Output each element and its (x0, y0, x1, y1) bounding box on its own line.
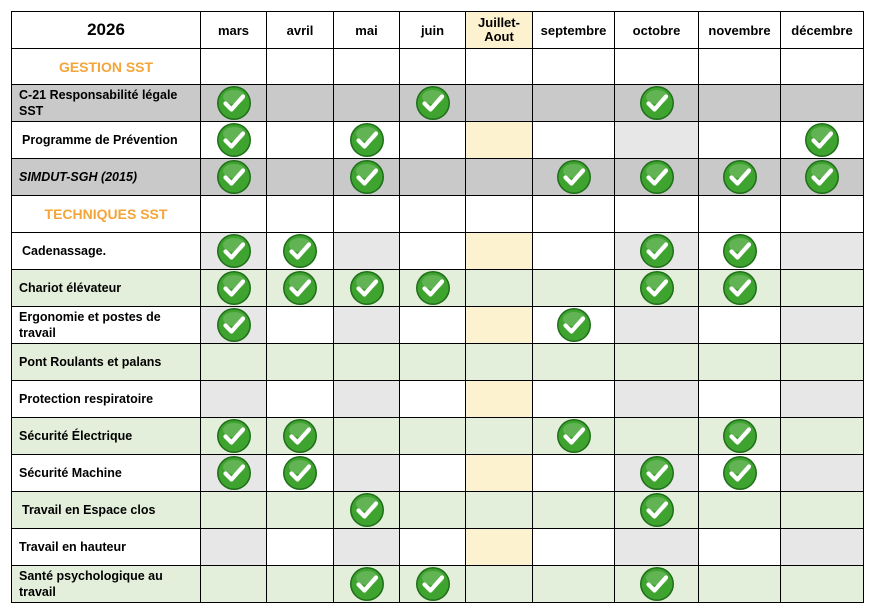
schedule-cell (400, 344, 466, 381)
schedule-cell (533, 196, 615, 233)
schedule-cell (533, 381, 615, 418)
training-row (12, 418, 864, 455)
schedule-cell (201, 381, 267, 418)
schedule-cell (267, 344, 334, 381)
schedule-cell (267, 122, 334, 159)
schedule-cell (781, 418, 864, 455)
schedule-cell (615, 196, 699, 233)
schedule-cell (781, 344, 864, 381)
check-circle-icon (282, 233, 318, 269)
section-row (12, 196, 864, 233)
schedule-cell (699, 196, 781, 233)
check-circle-icon (282, 270, 318, 306)
schedule-cell (400, 233, 466, 270)
training-row (12, 270, 864, 307)
schedule-cell (533, 566, 615, 603)
schedule-cell (699, 566, 781, 603)
schedule-cell (615, 270, 699, 307)
check-circle-icon (282, 418, 318, 454)
schedule-cell (615, 307, 699, 344)
schedule-cell (466, 233, 533, 270)
schedule-cell (781, 159, 864, 196)
training-label: Sécurité Électrique (12, 418, 201, 455)
training-label: Travail en Espace clos (12, 492, 201, 529)
schedule-cell (466, 418, 533, 455)
schedule-cell (466, 344, 533, 381)
schedule-cell (267, 529, 334, 566)
schedule-cell (466, 270, 533, 307)
schedule-cell (781, 307, 864, 344)
schedule-cell (334, 418, 400, 455)
schedule-cell (615, 49, 699, 85)
section-title: GESTION SST (12, 49, 201, 85)
schedule-cell (267, 270, 334, 307)
check-circle-icon (556, 307, 592, 343)
schedule-cell (699, 529, 781, 566)
schedule-cell (466, 122, 533, 159)
schedule-cell (699, 85, 781, 122)
training-label: Pont Roulants et palans (12, 344, 201, 381)
schedule-cell (267, 381, 334, 418)
juillet-aout-label: Juillet- Aout (478, 15, 520, 44)
schedule-cell (615, 381, 699, 418)
schedule-cell (334, 492, 400, 529)
schedule-cell (267, 492, 334, 529)
check-circle-icon (722, 418, 758, 454)
training-row (12, 492, 864, 529)
schedule-cell (334, 49, 400, 85)
schedule-cell (615, 529, 699, 566)
training-row (12, 233, 864, 270)
schedule-cell (334, 307, 400, 344)
check-circle-icon (804, 122, 840, 158)
training-label: Cadenassage. (12, 233, 201, 270)
schedule-cell (267, 418, 334, 455)
schedule-cell (201, 85, 267, 122)
check-circle-icon (216, 307, 252, 343)
schedule-cell (400, 529, 466, 566)
schedule-cell (201, 196, 267, 233)
schedule-cell (201, 529, 267, 566)
schedule-cell (400, 381, 466, 418)
training-label: Chariot élévateur (12, 270, 201, 307)
check-circle-icon (722, 159, 758, 195)
schedule-cell (615, 455, 699, 492)
schedule-cell (615, 85, 699, 122)
schedule-cell (781, 49, 864, 85)
check-circle-icon (415, 566, 451, 602)
schedule-cell (201, 233, 267, 270)
schedule-cell (334, 85, 400, 122)
schedule-cell (400, 418, 466, 455)
schedule-cell (267, 49, 334, 85)
schedule-cell (615, 344, 699, 381)
check-circle-icon (722, 455, 758, 491)
month-header-novembre: novembre (699, 12, 781, 49)
check-circle-icon (639, 566, 675, 602)
month-header-juillet-aout (466, 12, 533, 49)
table-body (12, 49, 864, 603)
check-circle-icon (639, 492, 675, 528)
check-circle-icon (349, 566, 385, 602)
header-row (12, 12, 864, 49)
training-label: SIMDUT-SGH (2015) (12, 159, 201, 196)
schedule-cell (334, 455, 400, 492)
schedule-cell (466, 492, 533, 529)
schedule-cell (533, 307, 615, 344)
schedule-cell (334, 344, 400, 381)
schedule-cell (781, 529, 864, 566)
schedule-cell (615, 418, 699, 455)
schedule-cell (615, 492, 699, 529)
training-row (12, 85, 864, 122)
check-circle-icon (349, 122, 385, 158)
schedule-cell (400, 159, 466, 196)
check-circle-icon (216, 233, 252, 269)
schedule-cell (466, 455, 533, 492)
training-label: C-21 Responsabilité légale SST (12, 85, 201, 122)
schedule-cell (334, 381, 400, 418)
schedule-cell (699, 122, 781, 159)
check-circle-icon (639, 233, 675, 269)
check-circle-icon (556, 159, 592, 195)
check-circle-icon (349, 159, 385, 195)
section-title: TECHNIQUES SST (12, 196, 201, 233)
schedule-cell (267, 233, 334, 270)
schedule-cell (334, 159, 400, 196)
schedule-cell (615, 159, 699, 196)
schedule-cell (400, 270, 466, 307)
section-row (12, 49, 864, 85)
schedule-cell (699, 307, 781, 344)
schedule-cell (466, 85, 533, 122)
year-header: 2026 (12, 12, 201, 49)
schedule-cell (699, 270, 781, 307)
schedule-cell (466, 49, 533, 85)
month-header-mars: mars (201, 12, 267, 49)
schedule-cell (699, 344, 781, 381)
schedule-cell (781, 492, 864, 529)
check-circle-icon (415, 85, 451, 121)
schedule-cell (699, 455, 781, 492)
check-circle-icon (639, 455, 675, 491)
schedule-cell (533, 344, 615, 381)
training-label: Ergonomie et postes de travail (12, 307, 201, 344)
check-circle-icon (639, 270, 675, 306)
schedule-cell (533, 49, 615, 85)
schedule-cell (533, 455, 615, 492)
schedule-cell (533, 85, 615, 122)
schedule-cell (466, 159, 533, 196)
training-label: Programme de Prévention (12, 122, 201, 159)
check-circle-icon (722, 270, 758, 306)
month-header-juin: juin (400, 12, 466, 49)
month-header-octobre: octobre (615, 12, 699, 49)
check-circle-icon (216, 85, 252, 121)
schedule-cell (400, 49, 466, 85)
check-circle-icon (804, 159, 840, 195)
schedule-cell (201, 492, 267, 529)
schedule-cell (267, 85, 334, 122)
schedule-cell (267, 566, 334, 603)
training-label: Protection respiratoire (12, 381, 201, 418)
check-circle-icon (415, 270, 451, 306)
schedule-cell (781, 122, 864, 159)
schedule-cell (400, 566, 466, 603)
schedule-cell (533, 122, 615, 159)
month-header-mai: mai (334, 12, 400, 49)
schedule-cell (201, 307, 267, 344)
schedule-cell (699, 418, 781, 455)
schedule-cell (267, 455, 334, 492)
schedule-cell (201, 455, 267, 492)
schedule-cell (615, 122, 699, 159)
schedule-cell (466, 196, 533, 233)
schedule-cell (699, 49, 781, 85)
schedule-cell (533, 233, 615, 270)
schedule-cell (466, 529, 533, 566)
schedule-cell (699, 233, 781, 270)
training-row (12, 307, 864, 344)
schedule-cell (201, 566, 267, 603)
schedule-cell (400, 492, 466, 529)
schedule-cell (781, 233, 864, 270)
schedule-cell (201, 418, 267, 455)
schedule-cell (466, 381, 533, 418)
schedule-cell (400, 196, 466, 233)
schedule-cell (334, 529, 400, 566)
schedule-cell (201, 159, 267, 196)
check-circle-icon (216, 122, 252, 158)
training-row (12, 566, 864, 603)
check-circle-icon (349, 492, 385, 528)
schedule-cell (781, 566, 864, 603)
schedule-cell (699, 159, 781, 196)
check-circle-icon (216, 270, 252, 306)
training-row (12, 344, 864, 381)
schedule-cell (400, 122, 466, 159)
training-row (12, 381, 864, 418)
schedule-cell (533, 270, 615, 307)
month-header-septembre: septembre (533, 12, 615, 49)
training-label: Sécurité Machine (12, 455, 201, 492)
schedule-cell (699, 381, 781, 418)
training-row (12, 455, 864, 492)
schedule-cell (400, 307, 466, 344)
schedule-cell (201, 344, 267, 381)
schedule-cell (400, 455, 466, 492)
schedule-cell (400, 85, 466, 122)
schedule-cell (267, 196, 334, 233)
training-row (12, 529, 864, 566)
schedule-cell (334, 270, 400, 307)
check-circle-icon (216, 159, 252, 195)
schedule-cell (267, 307, 334, 344)
month-header-avril: avril (267, 12, 334, 49)
schedule-cell (615, 566, 699, 603)
schedule-cell (781, 381, 864, 418)
training-calendar-table (11, 11, 864, 603)
schedule-cell (615, 233, 699, 270)
schedule-cell (781, 85, 864, 122)
schedule-cell (201, 49, 267, 85)
check-circle-icon (216, 418, 252, 454)
check-circle-icon (556, 418, 592, 454)
schedule-cell (466, 566, 533, 603)
schedule-cell (334, 122, 400, 159)
schedule-cell (781, 270, 864, 307)
schedule-cell (781, 455, 864, 492)
schedule-cell (466, 307, 533, 344)
check-circle-icon (349, 270, 385, 306)
training-row (12, 159, 864, 196)
schedule-cell (334, 196, 400, 233)
schedule-cell (334, 566, 400, 603)
check-circle-icon (216, 455, 252, 491)
check-circle-icon (639, 85, 675, 121)
schedule-cell (699, 492, 781, 529)
schedule-cell (533, 418, 615, 455)
month-header-decembre: décembre (781, 12, 864, 49)
schedule-cell (201, 122, 267, 159)
schedule-cell (334, 233, 400, 270)
schedule-cell (533, 159, 615, 196)
training-label: Santé psychologique au travail (12, 566, 201, 603)
check-circle-icon (639, 159, 675, 195)
schedule-cell (201, 270, 267, 307)
schedule-cell (533, 492, 615, 529)
schedule-cell (781, 196, 864, 233)
schedule-cell (267, 159, 334, 196)
training-row (12, 122, 864, 159)
check-circle-icon (282, 455, 318, 491)
check-circle-icon (722, 233, 758, 269)
training-label: Travail en hauteur (12, 529, 201, 566)
schedule-cell (533, 529, 615, 566)
